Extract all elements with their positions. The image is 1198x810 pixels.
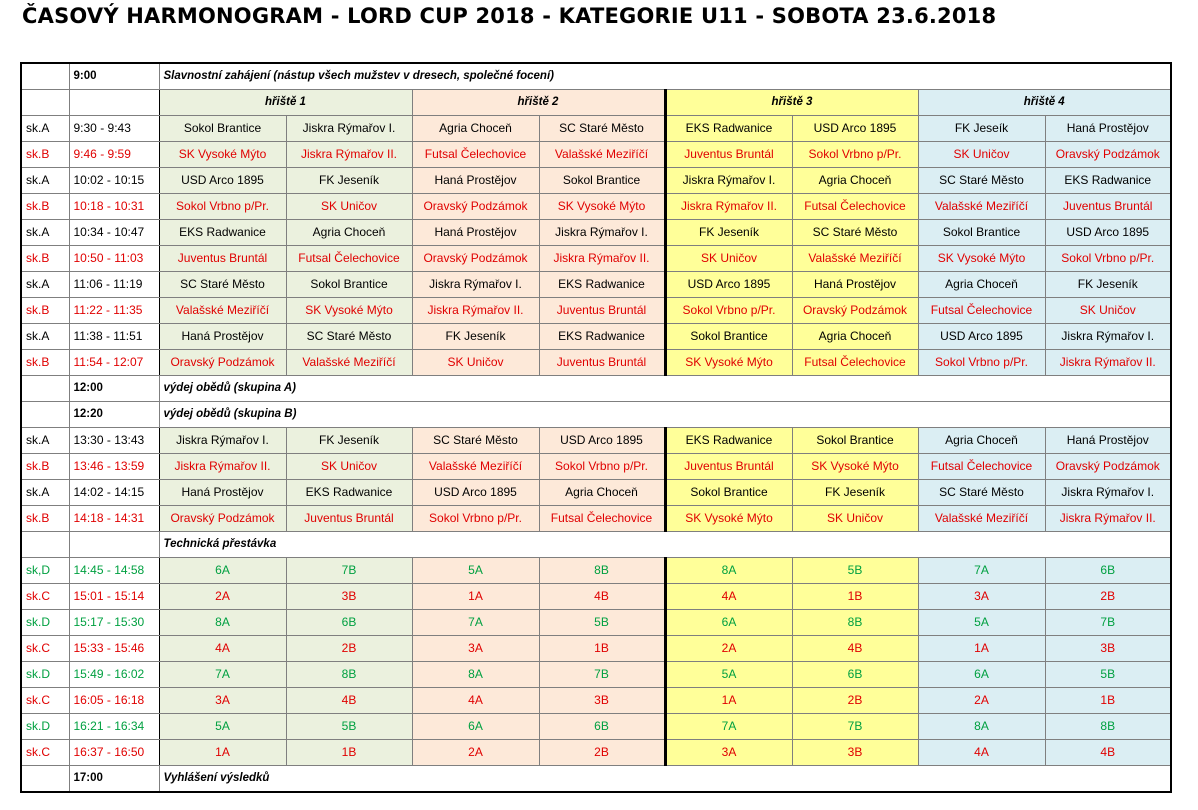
group-label: sk.A: [21, 324, 69, 350]
team-cell: EKS Radwanice: [539, 324, 665, 350]
team-cell: SK Uničov: [286, 454, 412, 480]
team-cell: Juventus Bruntál: [665, 454, 792, 480]
team-cell: 2A: [412, 740, 539, 766]
team-cell: 3B: [286, 584, 412, 610]
match-row: [21, 506, 1171, 532]
team-cell: 2B: [539, 740, 665, 766]
team-cell: 6B: [792, 662, 918, 688]
team-cell: 7A: [665, 714, 792, 740]
team-cell: 2A: [665, 636, 792, 662]
team-cell: 1B: [1045, 688, 1171, 714]
team-cell: 8A: [412, 662, 539, 688]
event-time: [69, 532, 159, 558]
team-cell: FK Jeseík: [918, 116, 1045, 142]
group-label: sk.A: [21, 168, 69, 194]
event-text: Vyhlášení výsledků: [159, 766, 1171, 793]
team-cell: Agria Choceň: [792, 324, 918, 350]
team-cell: Jiskra Rýmařov II.: [1045, 350, 1171, 376]
team-cell: Jiskra Rýmařov I.: [665, 168, 792, 194]
team-cell: Sokol Vrbno p/Pr.: [412, 506, 539, 532]
event-text: výdej obědů (skupina A): [159, 376, 1171, 402]
group-label: sk.B: [21, 350, 69, 376]
team-cell: Agria Choceň: [918, 272, 1045, 298]
match-row: [21, 272, 1171, 298]
team-cell: 3B: [792, 740, 918, 766]
match-time: 11:22 - 11:35: [69, 298, 159, 324]
team-cell: 2A: [159, 584, 286, 610]
team-cell: SC Staré Město: [286, 324, 412, 350]
team-cell: 4B: [286, 688, 412, 714]
match-row: [21, 454, 1171, 480]
schedule-table: [20, 62, 1172, 793]
team-cell: SK Uničov: [665, 246, 792, 272]
team-cell: 3B: [1045, 636, 1171, 662]
team-cell: FK Jeseník: [665, 220, 792, 246]
team-cell: Jiskra Rýmařov II.: [665, 194, 792, 220]
team-cell: SC Staré Město: [918, 480, 1045, 506]
team-cell: 7B: [539, 662, 665, 688]
group-label: sk.B: [21, 506, 69, 532]
team-cell: SK Uničov: [792, 506, 918, 532]
match-time: 16:21 - 16:34: [69, 714, 159, 740]
group-label: sk.B: [21, 194, 69, 220]
team-cell: 8A: [918, 714, 1045, 740]
field-header-row: [21, 90, 1171, 116]
match-time: 9:46 - 9:59: [69, 142, 159, 168]
group-label: sk.D: [21, 662, 69, 688]
team-cell: Sokol Vrbno p/Pr.: [539, 454, 665, 480]
event-text: Technická přestávka: [159, 532, 1171, 558]
match-row: [21, 740, 1171, 766]
team-cell: 1B: [286, 740, 412, 766]
team-cell: EKS Radwanice: [665, 428, 792, 454]
event-time: 17:00: [69, 766, 159, 793]
team-cell: 1A: [159, 740, 286, 766]
match-row: [21, 194, 1171, 220]
team-cell: SK Vysoké Mýto: [159, 142, 286, 168]
team-cell: 3A: [665, 740, 792, 766]
team-cell: Haná Prostějov: [412, 168, 539, 194]
team-cell: 4A: [918, 740, 1045, 766]
team-cell: Futsal Čelechovice: [412, 142, 539, 168]
team-cell: 6B: [286, 610, 412, 636]
field-header: hřiště 1: [159, 90, 412, 116]
team-cell: Haná Prostějov: [159, 480, 286, 506]
team-cell: Jiskra Rýmařov I.: [539, 220, 665, 246]
team-cell: Sokol Brantice: [665, 480, 792, 506]
team-cell: Jiskra Rýmařov I.: [159, 428, 286, 454]
team-cell: Valašské Meziříčí: [412, 454, 539, 480]
match-time: 11:54 - 12:07: [69, 350, 159, 376]
team-cell: Agria Choceň: [792, 168, 918, 194]
team-cell: SK Uničov: [1045, 298, 1171, 324]
team-cell: Sokol Vrbno p/Pr.: [665, 298, 792, 324]
team-cell: Oravský Podzámok: [159, 350, 286, 376]
match-time: 10:18 - 10:31: [69, 194, 159, 220]
group-cell: [21, 90, 69, 116]
team-cell: SK Uničov: [412, 350, 539, 376]
match-row: [21, 220, 1171, 246]
team-cell: Jiskra Rýmařov II.: [286, 142, 412, 168]
team-cell: Juventus Bruntál: [1045, 194, 1171, 220]
team-cell: 2B: [792, 688, 918, 714]
match-row: [21, 662, 1171, 688]
match-row: [21, 610, 1171, 636]
team-cell: Oravský Podzámok: [1045, 142, 1171, 168]
match-time: 13:30 - 13:43: [69, 428, 159, 454]
team-cell: EKS Radwanice: [1045, 168, 1171, 194]
group-cell: [21, 402, 69, 428]
team-cell: Agria Choceň: [286, 220, 412, 246]
team-cell: 4B: [1045, 740, 1171, 766]
event-row: [21, 532, 1171, 558]
team-cell: 3A: [918, 584, 1045, 610]
team-cell: SC Staré Město: [412, 428, 539, 454]
team-cell: SC Staré Město: [159, 272, 286, 298]
match-row: [21, 688, 1171, 714]
team-cell: Oravský Podzámok: [159, 506, 286, 532]
group-label: sk.B: [21, 142, 69, 168]
team-cell: SK Uničov: [286, 194, 412, 220]
team-cell: FK Jeseník: [286, 428, 412, 454]
team-cell: USD Arco 1895: [665, 272, 792, 298]
match-row: [21, 324, 1171, 350]
team-cell: Futsal Čelechovice: [792, 350, 918, 376]
match-row: [21, 636, 1171, 662]
team-cell: Futsal Čelechovice: [286, 246, 412, 272]
group-label: sk.B: [21, 454, 69, 480]
team-cell: Sokol Vrbno p/Pr.: [159, 194, 286, 220]
group-label: sk.A: [21, 116, 69, 142]
team-cell: 7A: [159, 662, 286, 688]
team-cell: Juventus Bruntál: [159, 246, 286, 272]
team-cell: Futsal Čelechovice: [918, 298, 1045, 324]
team-cell: Jiskra Rýmařov I.: [1045, 324, 1171, 350]
team-cell: Jiskra Rýmařov II.: [1045, 506, 1171, 532]
match-time: 14:02 - 14:15: [69, 480, 159, 506]
event-row: [21, 402, 1171, 428]
match-row: [21, 714, 1171, 740]
team-cell: Jiskra Rýmařov II.: [412, 298, 539, 324]
event-row: [21, 766, 1171, 793]
group-label: sk.A: [21, 272, 69, 298]
event-time: 12:00: [69, 376, 159, 402]
team-cell: 4B: [792, 636, 918, 662]
team-cell: 3A: [412, 636, 539, 662]
team-cell: 3B: [539, 688, 665, 714]
match-time: 9:30 - 9:43: [69, 116, 159, 142]
team-cell: 4A: [665, 584, 792, 610]
team-cell: Futsal Čelechovice: [792, 194, 918, 220]
match-row: [21, 558, 1171, 584]
team-cell: Oravský Podzámok: [792, 298, 918, 324]
time-cell: [69, 90, 159, 116]
match-row: [21, 584, 1171, 610]
team-cell: 7A: [412, 610, 539, 636]
group-label: sk.A: [21, 480, 69, 506]
team-cell: SK Vysoké Mýto: [918, 246, 1045, 272]
team-cell: Haná Prostějov: [1045, 428, 1171, 454]
team-cell: EKS Radwanice: [539, 272, 665, 298]
match-time: 10:34 - 10:47: [69, 220, 159, 246]
team-cell: Juventus Bruntál: [286, 506, 412, 532]
group-label: sk.A: [21, 220, 69, 246]
match-time: 15:49 - 16:02: [69, 662, 159, 688]
team-cell: SK Vysoké Mýto: [286, 298, 412, 324]
team-cell: Sokol Brantice: [159, 116, 286, 142]
team-cell: 7B: [286, 558, 412, 584]
team-cell: 5A: [665, 662, 792, 688]
team-cell: SK Vysoké Mýto: [539, 194, 665, 220]
team-cell: Jiskra Rýmařov I.: [412, 272, 539, 298]
match-time: 16:05 - 16:18: [69, 688, 159, 714]
team-cell: 6B: [1045, 558, 1171, 584]
field-header: hřiště 4: [918, 90, 1171, 116]
group-label: sk.C: [21, 636, 69, 662]
team-cell: 4A: [412, 688, 539, 714]
team-cell: 7A: [918, 558, 1045, 584]
team-cell: Jiskra Rýmařov II.: [159, 454, 286, 480]
team-cell: SK Vysoké Mýto: [792, 454, 918, 480]
team-cell: Sokol Brantice: [792, 428, 918, 454]
team-cell: Valašské Meziříčí: [539, 142, 665, 168]
team-cell: FK Jeseník: [412, 324, 539, 350]
team-cell: Sokol Brantice: [286, 272, 412, 298]
match-row: [21, 168, 1171, 194]
team-cell: 1A: [665, 688, 792, 714]
group-label: sk.C: [21, 740, 69, 766]
team-cell: 4B: [539, 584, 665, 610]
team-cell: 5A: [918, 610, 1045, 636]
team-cell: 2B: [1045, 584, 1171, 610]
match-row: [21, 480, 1171, 506]
team-cell: 8A: [159, 610, 286, 636]
team-cell: Juventus Bruntál: [539, 350, 665, 376]
team-cell: USD Arco 1895: [412, 480, 539, 506]
group-label: sk.A: [21, 428, 69, 454]
team-cell: Valašské Meziříčí: [918, 194, 1045, 220]
team-cell: 5B: [539, 610, 665, 636]
team-cell: 2B: [286, 636, 412, 662]
team-cell: EKS Radwanice: [159, 220, 286, 246]
team-cell: Sokol Brantice: [665, 324, 792, 350]
team-cell: Oravský Podzámok: [412, 194, 539, 220]
team-cell: Juventus Bruntál: [665, 142, 792, 168]
team-cell: 6A: [918, 662, 1045, 688]
group-label: sk.D: [21, 610, 69, 636]
team-cell: 2A: [918, 688, 1045, 714]
event-time: 9:00: [69, 63, 159, 90]
group-cell: [21, 63, 69, 90]
team-cell: Sokol Brantice: [539, 168, 665, 194]
event-row: [21, 63, 1171, 90]
event-time: 12:20: [69, 402, 159, 428]
group-cell: [21, 766, 69, 793]
match-row: [21, 116, 1171, 142]
match-time: 15:01 - 15:14: [69, 584, 159, 610]
team-cell: USD Arco 1895: [918, 324, 1045, 350]
match-time: 10:50 - 11:03: [69, 246, 159, 272]
team-cell: USD Arco 1895: [159, 168, 286, 194]
group-cell: [21, 376, 69, 402]
team-cell: Valašské Meziříčí: [792, 246, 918, 272]
match-time: 15:33 - 15:46: [69, 636, 159, 662]
team-cell: 5A: [159, 714, 286, 740]
team-cell: EKS Radwanice: [665, 116, 792, 142]
match-time: 15:17 - 15:30: [69, 610, 159, 636]
team-cell: FK Jeseník: [1045, 272, 1171, 298]
team-cell: Futsal Čelechovice: [918, 454, 1045, 480]
team-cell: 7B: [792, 714, 918, 740]
group-label: sk.C: [21, 584, 69, 610]
event-text: Slavnostní zahájení (nástup všech mužstev v dresech, společné focení): [159, 63, 1171, 90]
match-time: 11:38 - 11:51: [69, 324, 159, 350]
team-cell: EKS Radwanice: [286, 480, 412, 506]
team-cell: Sokol Vrbno p/Pr.: [1045, 246, 1171, 272]
team-cell: 6A: [665, 610, 792, 636]
field-header: hřiště 2: [412, 90, 665, 116]
group-cell: [21, 532, 69, 558]
team-cell: USD Arco 1895: [539, 428, 665, 454]
match-time: 13:46 - 13:59: [69, 454, 159, 480]
match-time: 14:18 - 14:31: [69, 506, 159, 532]
team-cell: Juventus Bruntál: [539, 298, 665, 324]
team-cell: 5B: [286, 714, 412, 740]
team-cell: Futsal Čelechovice: [539, 506, 665, 532]
team-cell: Haná Prostějov: [412, 220, 539, 246]
team-cell: SK Vysoké Mýto: [665, 506, 792, 532]
match-row: [21, 350, 1171, 376]
team-cell: Valašské Meziříčí: [918, 506, 1045, 532]
team-cell: 5B: [1045, 662, 1171, 688]
team-cell: Jiskra Rýmařov I.: [1045, 480, 1171, 506]
match-time: 14:45 - 14:58: [69, 558, 159, 584]
team-cell: Valašské Meziříčí: [286, 350, 412, 376]
team-cell: 8B: [286, 662, 412, 688]
match-time: 11:06 - 11:19: [69, 272, 159, 298]
team-cell: Oravský Podzámok: [1045, 454, 1171, 480]
team-cell: 3A: [159, 688, 286, 714]
team-cell: Valašské Meziříčí: [159, 298, 286, 324]
group-label: sk.B: [21, 246, 69, 272]
match-time: 10:02 - 10:15: [69, 168, 159, 194]
team-cell: 6A: [159, 558, 286, 584]
team-cell: USD Arco 1895: [1045, 220, 1171, 246]
team-cell: SC Staré Město: [918, 168, 1045, 194]
team-cell: Oravský Podzámok: [412, 246, 539, 272]
team-cell: Sokol Vrbno p/Pr.: [918, 350, 1045, 376]
team-cell: 8B: [792, 610, 918, 636]
team-cell: Haná Prostějov: [1045, 116, 1171, 142]
page-title: ČASOVÝ HARMONOGRAM - LORD CUP 2018 - KATEGORIE U11 - SOBOTA 23.6.2018: [22, 4, 997, 28]
match-row: [21, 428, 1171, 454]
group-label: sk.D: [21, 714, 69, 740]
group-label: sk.B: [21, 298, 69, 324]
team-cell: Agria Choceň: [539, 480, 665, 506]
team-cell: SK Uničov: [918, 142, 1045, 168]
match-time: 16:37 - 16:50: [69, 740, 159, 766]
match-row: [21, 142, 1171, 168]
match-row: [21, 298, 1171, 324]
team-cell: Agria Choceň: [412, 116, 539, 142]
team-cell: 6B: [539, 714, 665, 740]
team-cell: SK Vysoké Mýto: [665, 350, 792, 376]
team-cell: 8B: [1045, 714, 1171, 740]
team-cell: Agria Choceň: [918, 428, 1045, 454]
team-cell: 8A: [665, 558, 792, 584]
group-label: sk.C: [21, 688, 69, 714]
event-row: [21, 376, 1171, 402]
team-cell: SC Staré Město: [792, 220, 918, 246]
team-cell: 1A: [412, 584, 539, 610]
team-cell: Sokol Vrbno p/Pr.: [792, 142, 918, 168]
team-cell: USD Arco 1895: [792, 116, 918, 142]
team-cell: 1B: [539, 636, 665, 662]
team-cell: SC Staré Město: [539, 116, 665, 142]
team-cell: Haná Prostějov: [792, 272, 918, 298]
team-cell: 5B: [792, 558, 918, 584]
match-row: [21, 246, 1171, 272]
team-cell: FK Jeseník: [792, 480, 918, 506]
team-cell: Jiskra Rýmařov I.: [286, 116, 412, 142]
team-cell: 1B: [792, 584, 918, 610]
team-cell: 8B: [539, 558, 665, 584]
team-cell: 1A: [918, 636, 1045, 662]
team-cell: FK Jeseník: [286, 168, 412, 194]
group-label: sk,D: [21, 558, 69, 584]
team-cell: 7B: [1045, 610, 1171, 636]
team-cell: Sokol Brantice: [918, 220, 1045, 246]
team-cell: 5A: [412, 558, 539, 584]
team-cell: Jiskra Rýmařov II.: [539, 246, 665, 272]
field-header: hřiště 3: [665, 90, 918, 116]
team-cell: 4A: [159, 636, 286, 662]
team-cell: Haná Prostějov: [159, 324, 286, 350]
team-cell: 6A: [412, 714, 539, 740]
event-text: výdej obědů (skupina B): [159, 402, 1171, 428]
